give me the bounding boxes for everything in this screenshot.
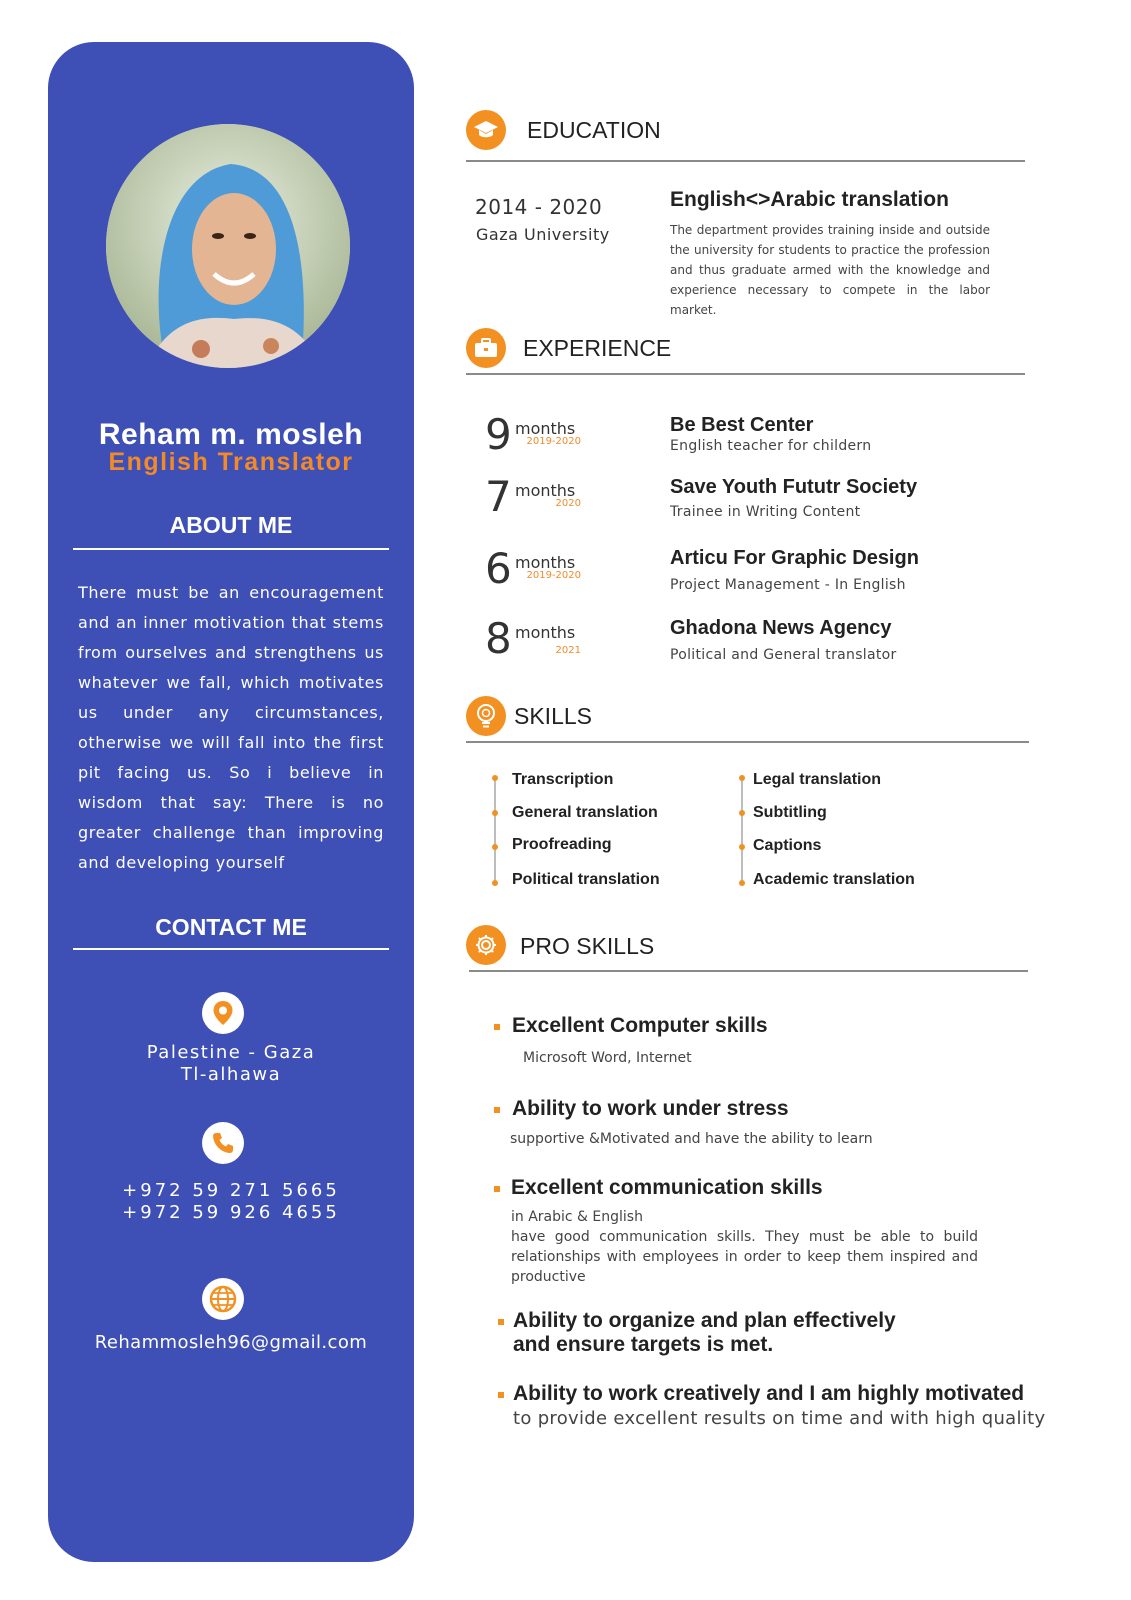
skill-bullet <box>739 775 745 781</box>
skill-item: Subtitling <box>753 804 827 821</box>
experience-duration-unit: months <box>515 623 576 642</box>
email-link[interactable]: Rehammosleh96@gmail.com <box>94 1332 368 1353</box>
experience-divider <box>466 373 1025 375</box>
skill-item: Political translation <box>512 871 660 888</box>
education-divider <box>466 160 1025 162</box>
lightbulb-icon <box>466 696 506 736</box>
experience-title: Articu For Graphic Design <box>670 547 919 569</box>
address-line-2: Tl-alhawa <box>180 1064 282 1085</box>
skill-bullet <box>492 880 498 886</box>
pro-skill-title: Ability to organize and plan effectively <box>513 1309 896 1332</box>
pro-skill-bullet <box>494 1024 500 1030</box>
pro-skill-bullet <box>494 1107 500 1113</box>
experience-duration-number: 6 <box>485 544 512 593</box>
education-degree: English<>Arabic translation <box>670 188 949 211</box>
experience-duration-unit: months <box>515 419 576 438</box>
experience-duration-unit: months <box>515 553 576 572</box>
phone-icon <box>202 1122 244 1164</box>
profile-name: Reham m. mosleh <box>98 418 364 451</box>
pro-skill-detail: have good communication skills. They must be able to build relationships with employees in order to keep them inspired and productive <box>511 1229 978 1285</box>
experience-years: 2020 <box>555 498 581 509</box>
experience-duration-number: 9 <box>485 410 512 459</box>
education-years: 2014 - 2020 <box>475 195 603 219</box>
experience-heading: EXPERIENCE <box>523 335 672 361</box>
skill-bullet <box>739 844 745 850</box>
location-pin-icon <box>202 992 244 1034</box>
experience-years: 2021 <box>555 645 581 656</box>
skill-bullet <box>739 810 745 816</box>
experience-subtitle: Trainee in Writing Content <box>670 504 861 520</box>
pro-skill-title: and ensure targets is met. <box>513 1333 774 1356</box>
experience-subtitle: Project Management - In English <box>670 577 906 593</box>
pro-skill-title: Excellent communication skills <box>511 1176 823 1199</box>
address-line-1: Palestine - Gaza <box>146 1042 316 1063</box>
pro-skill-detail: to provide excellent results on time and with high quality <box>513 1408 1046 1429</box>
sidebar <box>48 42 414 1562</box>
skill-bullet <box>492 844 498 850</box>
pro-skill-title: Ability to work creatively and I am highly motivated <box>513 1382 1025 1405</box>
about-divider <box>73 548 389 550</box>
skill-item: Legal translation <box>753 771 882 788</box>
education-heading: EDUCATION <box>527 117 661 143</box>
experience-subtitle: Political and General translator <box>670 647 897 663</box>
skills-timeline-left <box>494 778 496 884</box>
skill-bullet <box>492 810 498 816</box>
skills-timeline-right <box>741 778 743 884</box>
skills-heading: SKILLS <box>514 703 592 729</box>
pro-skill-bullet <box>498 1319 504 1325</box>
experience-title: Be Best Center <box>670 414 814 436</box>
experience-duration-number: 7 <box>485 472 512 521</box>
skill-item: Transcription <box>512 771 614 788</box>
skill-bullet <box>492 775 498 781</box>
skill-item: General translation <box>512 804 658 821</box>
experience-title: Save Youth Fututr Society <box>670 476 918 498</box>
gear-icon <box>466 925 506 965</box>
contact-divider <box>73 948 389 950</box>
pro-skill-bullet <box>498 1392 504 1398</box>
experience-subtitle: English teacher for childern <box>670 438 872 454</box>
graduation-cap-icon <box>466 110 506 150</box>
profile-role: English Translator <box>108 448 354 476</box>
pro-skill-bullet <box>494 1186 500 1192</box>
globe-icon <box>202 1278 244 1320</box>
pro-skills-divider <box>469 970 1028 972</box>
skill-item: Academic translation <box>753 871 915 888</box>
phone-number-2[interactable]: +972 59 926 4655 <box>122 1202 340 1223</box>
profile-photo <box>106 124 350 368</box>
pro-skill-title: Ability to work under stress <box>512 1097 789 1120</box>
experience-duration-number: 8 <box>485 614 512 663</box>
skill-item: Captions <box>753 837 822 854</box>
pro-skills-heading: PRO SKILLS <box>520 933 655 959</box>
pro-skill-detail: Microsoft Word, Internet <box>523 1050 692 1066</box>
pro-skill-detail: supportive &Motivated and have the ability to learn <box>510 1131 873 1147</box>
education-school: Gaza University <box>476 225 610 244</box>
experience-years: 2019-2020 <box>526 570 581 581</box>
briefcase-icon <box>466 328 506 368</box>
pro-skill-detail: in Arabic & English <box>511 1209 643 1225</box>
skills-divider <box>466 741 1029 743</box>
experience-years: 2019-2020 <box>526 436 581 447</box>
skill-item: Proofreading <box>512 836 612 853</box>
experience-title: Ghadona News Agency <box>670 617 892 639</box>
about-heading: ABOUT ME <box>169 512 293 538</box>
experience-duration-unit: months <box>515 481 576 500</box>
contact-heading: CONTACT ME <box>155 914 307 940</box>
skill-bullet <box>739 880 745 886</box>
pro-skill-title: Excellent Computer skills <box>512 1014 768 1037</box>
education-description: The department provides training inside and outside the university for students to practice the profession and thus graduate armed with the knowledge and experience necessary to compete in the labor market. <box>670 223 990 317</box>
phone-number-1[interactable]: +972 59 271 5665 <box>122 1180 340 1201</box>
about-text: There must be an encouragement and an inner motivation that stems from ourselves and strengthens us whatever we fall, which motivates us under any circumstances, otherwise we will fall into the first pit facing us. So i believe in wisdom that say: There is no greater challenge than improving and developing yourself <box>78 583 384 872</box>
